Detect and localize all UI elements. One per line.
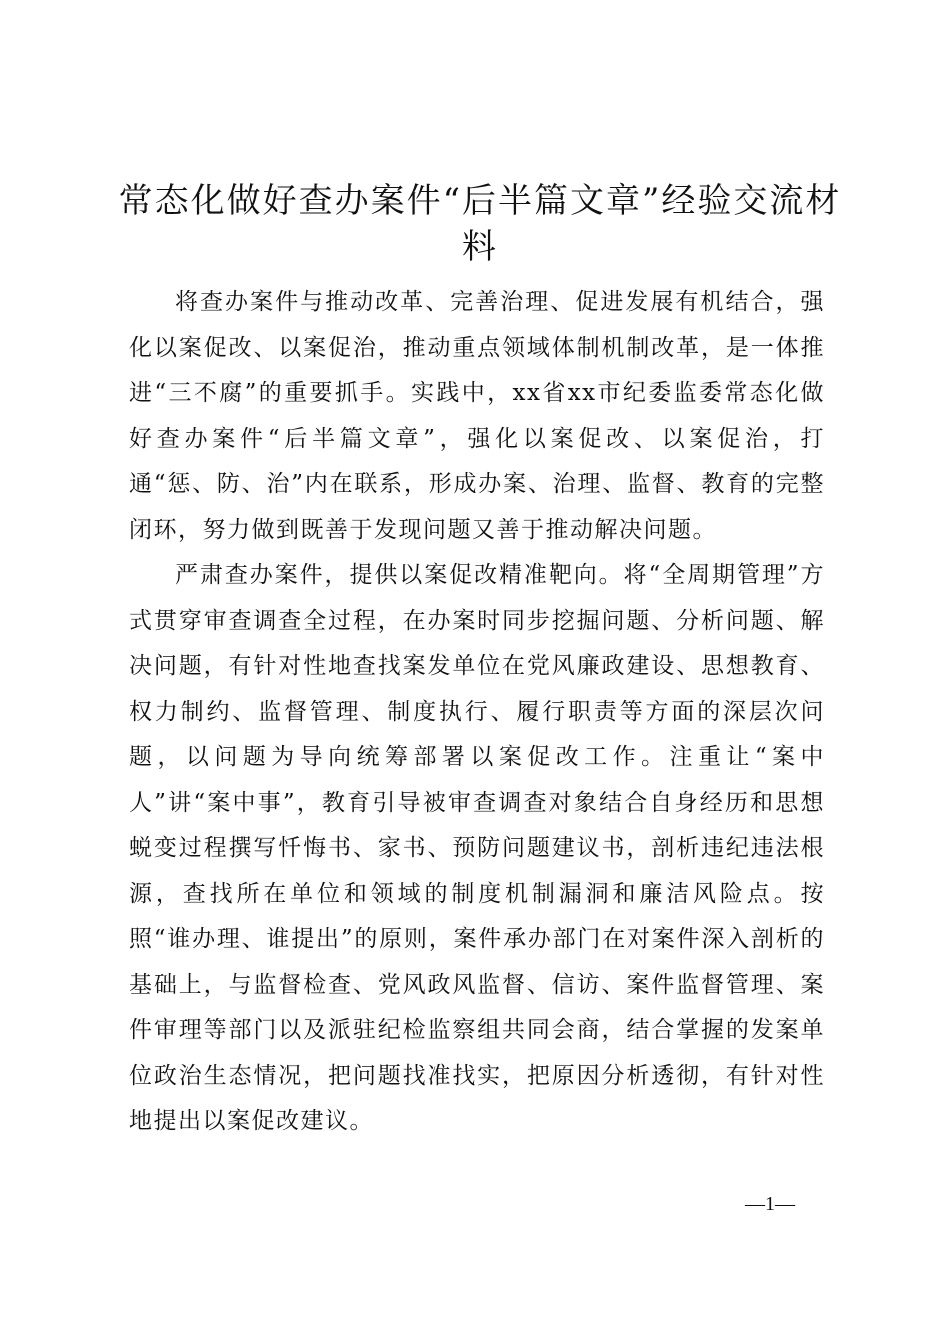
paragraph-intro: 将查办案件与推动改革、完善治理、促进发展有机结合，强化以案促改、以案促治，推动重点领域体制机制改革，是一体推进“三不腐”的重要抓手。实践中，xx省xx市纪委监委常态化做好查办案件“后半篇文章”，强化以案促改、以案促治，打通“惩、防、治”内在联系，形成办案、治理、监督、教育的完整闭环，努力做到既善于发现问题又善于推动解决问题。 bbox=[129, 289, 825, 543]
page-number: —1— bbox=[745, 1193, 795, 1215]
document-title: 常态化做好查办案件“后半篇文章”经验交流材料 bbox=[118, 181, 842, 267]
paragraph-case-handling: 严肃查办案件，提供以案促改精准靶向。将“全周期管理”方式贯穿审查调查全过程，在办案时同步挖掘问题、分析问题、解决问题，有针对性地查找案发单位在党风廉政建设、思想教育、权力制约、监督管理、制度执行、履行职责等方面的深层次问题，以问题为导向统筹部署以案促改工作。注重让“案中人”讲“案中事”，教育引导被审查调查对象结合自身经历和思想蜕变过程撰写忏悔书、家书、预防问题建议书，剖析违纪违法根源，查找所在单位和领域的制度机制漏洞和廉洁风险点。按照“谁办理、谁提出”的原则，案件承办部门在对案件深入剖析的基础上，与监督检查、党风政风监督、信访、案件监督管理、案件审理等部门以及派驻纪检监察组共同会商，结合掌握的发案单位政治生态情况，把问题找准找实，把原因分析透彻，有针对性地提出以案促改建议。 bbox=[129, 562, 825, 1134]
document-body bbox=[129, 280, 825, 1145]
